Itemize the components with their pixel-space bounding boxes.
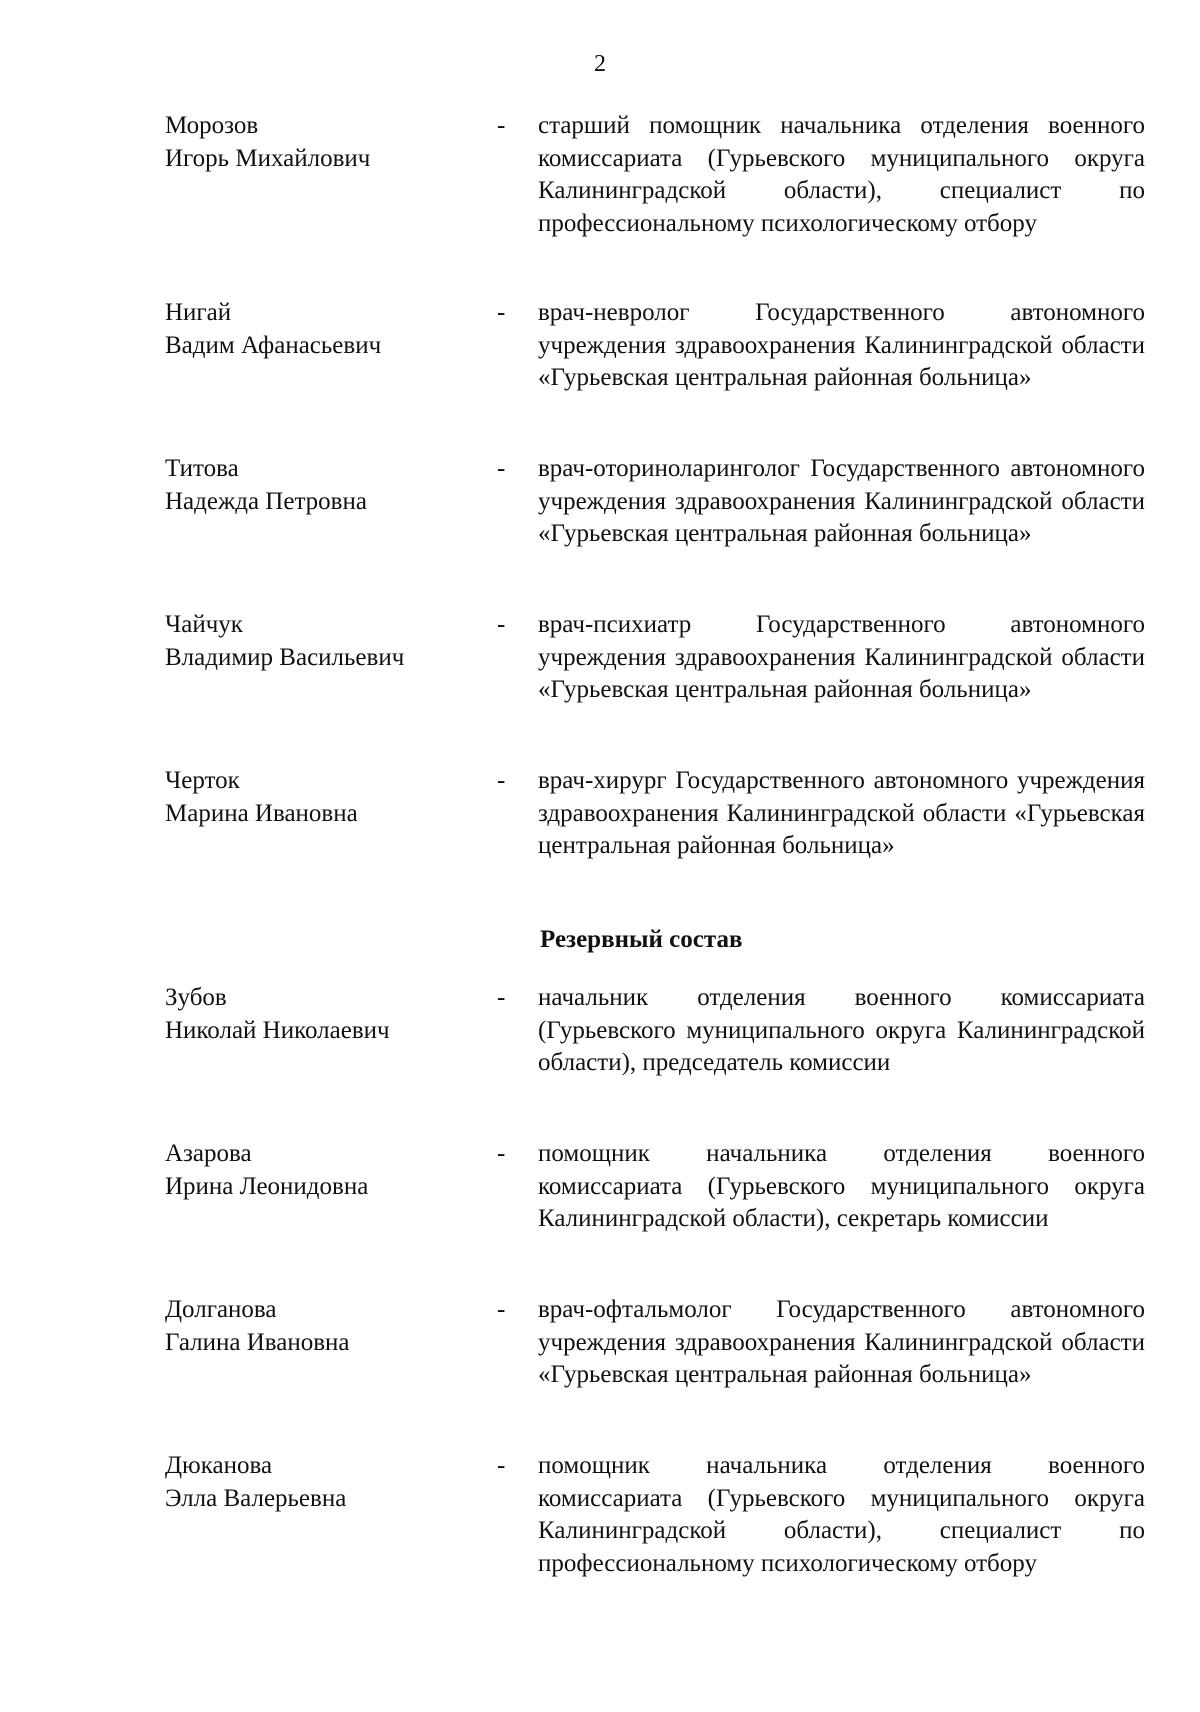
- member-role: старший помощник начальника отделения военного комиссариата (Гурьевского муниципального округа Калининградской области), специалист по профессиональному психологическому отбору: [538, 112, 1145, 237]
- member-given-names: Владимир Васильевич: [165, 643, 405, 671]
- member-surname: Морозов: [165, 112, 259, 139]
- member-given-names: Галина Ивановна: [165, 1328, 350, 1356]
- member-surname: Чайчук: [165, 611, 243, 638]
- member-surname: Титова: [165, 455, 239, 482]
- member-role: врач-офтальмолог Государственного автономного учреждения здравоохранения Калининградской области «Гурьевская центральная районная больница»: [538, 1296, 1145, 1388]
- member-role: врач-невролог Государственного автономного учреждения здравоохранения Калининградской области «Гурьевская центральная районная больница»: [538, 299, 1145, 391]
- entry-dash: -: [497, 1452, 506, 1479]
- member-name: [165, 110, 475, 175]
- member-surname: Зубов: [165, 984, 227, 1011]
- member-name: [165, 1450, 475, 1515]
- member-surname: Черток: [165, 767, 240, 794]
- member-role: врач-хирург Государственного автономного учреждения здравоохранения Калининградской области «Гурьевская центральная районная больница»: [538, 767, 1145, 859]
- member-given-names: Элла Валерьевна: [165, 1484, 347, 1512]
- entry-dash: -: [497, 1140, 506, 1167]
- member-name: [165, 297, 475, 362]
- member-name: [165, 1138, 475, 1203]
- member-role: врач-оториноларинголог Государственного автономного учреждения здравоохранения Калининградской области «Гурьевская центральная районная больница»: [538, 455, 1145, 547]
- entry-dash: -: [497, 1296, 506, 1323]
- member-role: врач-психиатр Государственного автономного учреждения здравоохранения Калининградской области «Гурьевская центральная районная больница»: [538, 611, 1145, 703]
- member-given-names: Игорь Михайлович: [165, 144, 371, 172]
- member-given-names: Вадим Афанасьевич: [165, 331, 382, 359]
- member-surname: Дюканова: [165, 1452, 273, 1479]
- member-name: [165, 982, 475, 1047]
- member-given-names: Надежда Петровна: [165, 487, 367, 515]
- member-role: начальник отделения военного комиссариата (Гурьевского муниципального округа Калининградской области), председатель комиссии: [538, 984, 1145, 1076]
- member-name: [165, 609, 475, 674]
- entry-dash: -: [497, 767, 506, 794]
- member-surname: Долганова: [165, 1296, 277, 1323]
- member-surname: Азарова: [165, 1140, 252, 1167]
- entry-dash: -: [497, 984, 506, 1011]
- member-surname: Нигай: [165, 299, 232, 326]
- member-name: [165, 453, 475, 518]
- entry-dash: -: [497, 299, 506, 326]
- entry-dash: -: [497, 455, 506, 482]
- member-given-names: Марина Ивановна: [165, 799, 358, 827]
- member-name: [165, 765, 475, 830]
- entry-dash: -: [497, 611, 506, 638]
- member-given-names: Ирина Леонидовна: [165, 1172, 369, 1200]
- reserve-section-heading: Резервный состав: [540, 926, 743, 953]
- member-role: помощник начальника отделения военного комиссариата (Гурьевского муниципального округа Калининградской области), секретарь комиссии: [538, 1140, 1145, 1232]
- member-given-names: Николай Николаевич: [165, 1016, 390, 1044]
- page-number: 2: [594, 51, 606, 77]
- member-role: помощник начальника отделения военного комиссариата (Гурьевского муниципального округа Калининградской области), специалист по профессиональному психологическому отбору: [538, 1452, 1145, 1577]
- entry-dash: -: [497, 112, 506, 139]
- member-name: [165, 1294, 475, 1359]
